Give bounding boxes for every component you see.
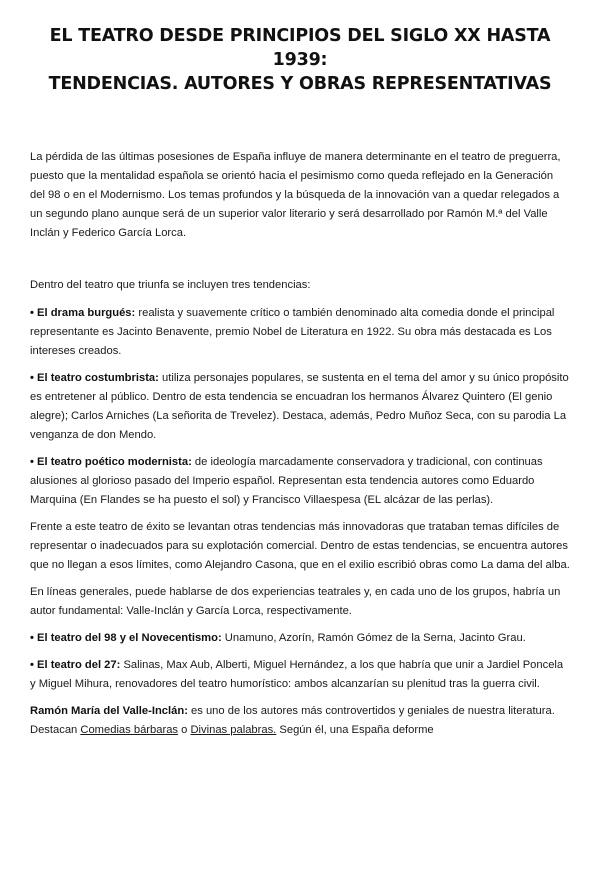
valle-text-1: es uno de los autores más controvertidos y geniales de nuestra literatura. Destacan (30, 705, 555, 736)
bullet-marker: • (30, 659, 34, 671)
general-paragraph: En líneas generales, puede hablarse de dos experiencias teatrales y, en cada uno de los grupos, habría un autor fundamental: Valle-Inclán y García Lorca, respectivamente. (30, 586, 561, 617)
document-page (0, 24, 600, 872)
bullet-text: utiliza personajes populares, se sustenta en el tema del amor y su único propósito es entretener al público. Dentro de esta tendencia se encuadran los hermanos Álvarez Quintero (El genio alegre); Carlos Arniches (La señorita de Trevelez). Destaca, además, Pedro Muñoz Seca, con su parodia La venganza de don Mendo. (30, 372, 569, 441)
title-line-1: EL TEATRO DESDE PRINCIPIOS DEL SIGLO XX HASTA 1939: (49, 26, 551, 70)
bullet-teatro-98 (30, 629, 570, 648)
bullet-label: El teatro costumbrista: (37, 372, 159, 384)
bullet-text: realista y suavemente crítico o también denominado alta comedia donde el principal representante es Jacinto Benavente, premio Nobel de Literatura en 1922. Su obra más destacada es Los intereses creados. (30, 307, 555, 357)
work-comedias-barbaras: Comedias bárbaras (80, 724, 179, 736)
bullet-text: Salinas, Max Aub, Alberti, Miguel Hernández, a los que habría que unir a Jardiel Poncela y Miguel Mihura, renovadores del teatro humorístico: ambos alcanzarían su plenitud tras la guerra civil. (30, 659, 564, 690)
bullet-label: El teatro del 27: (37, 659, 121, 671)
bullet-marker: • (30, 632, 34, 644)
valle-inclan-paragraph (30, 702, 570, 740)
bullet-teatro-costumbrista (30, 369, 570, 445)
valle-text-3: Según él, una España deforme (276, 724, 434, 736)
bullet-marker: • (30, 307, 34, 319)
title-line-2: TENDENCIAS. AUTORES Y OBRAS REPRESENTATIVAS (48, 74, 552, 94)
bullet-marker: • (30, 456, 34, 468)
bullet-label: El teatro poético modernista: (37, 456, 192, 468)
bullet-label: El teatro del 98 y el Novecentismo: (37, 632, 222, 644)
bullet-marker: • (30, 372, 34, 384)
bullet-teatro-27 (30, 656, 570, 694)
work-divinas-palabras: Divinas palabras. (190, 724, 277, 736)
valle-label: Ramón María del Valle-Inclán: (30, 705, 188, 717)
bullet-drama-burgues (30, 304, 570, 361)
page-title (30, 24, 570, 96)
intro-paragraph: La pérdida de las últimas posesiones de España influye de manera determinante en el teatro de preguerra, puesto que la mentalidad española se orientó hacia el pesimismo como queda reflejado en la Generación del 98 o en el Modernismo. Los temas profundos y la búsqueda de la innovación van a quedar relegados a un segundo plano aunque será de un superior valor literario y será desarrollado por Ramón M.ª del Valle Inclán y Federico García Lorca. (30, 151, 561, 239)
bullet-label: El drama burgués: (37, 307, 136, 319)
renewal-paragraph: Frente a este teatro de éxito se levantan otras tendencias más innovadoras que trataban temas difíciles de representar o inadecuados para su explotación comercial. Dentro de estas tendencias, se encuentra autores que no llegan a esos límites, como Alejandro Casona, que en el exilio escribió obras como La dama del alba. (30, 521, 570, 571)
bullet-text: Unamuno, Azorín, Ramón Gómez de la Serna, Jacinto Grau. (221, 632, 526, 644)
valle-text-2: o (178, 724, 191, 736)
tendencies-lead: Dentro del teatro que triunfa se incluyen tres tendencias: (30, 279, 311, 291)
bullet-text: de ideología marcadamente conservadora y tradicional, con continuas alusiones al glorioso pasado del Imperio español. Representan esta tendencia autores como Eduardo Marquina (En Flandes se ha puesto el sol) y Francisco Villaespesa (EL alcázar de las perlas). (30, 456, 543, 506)
bullet-teatro-poetico (30, 453, 570, 510)
